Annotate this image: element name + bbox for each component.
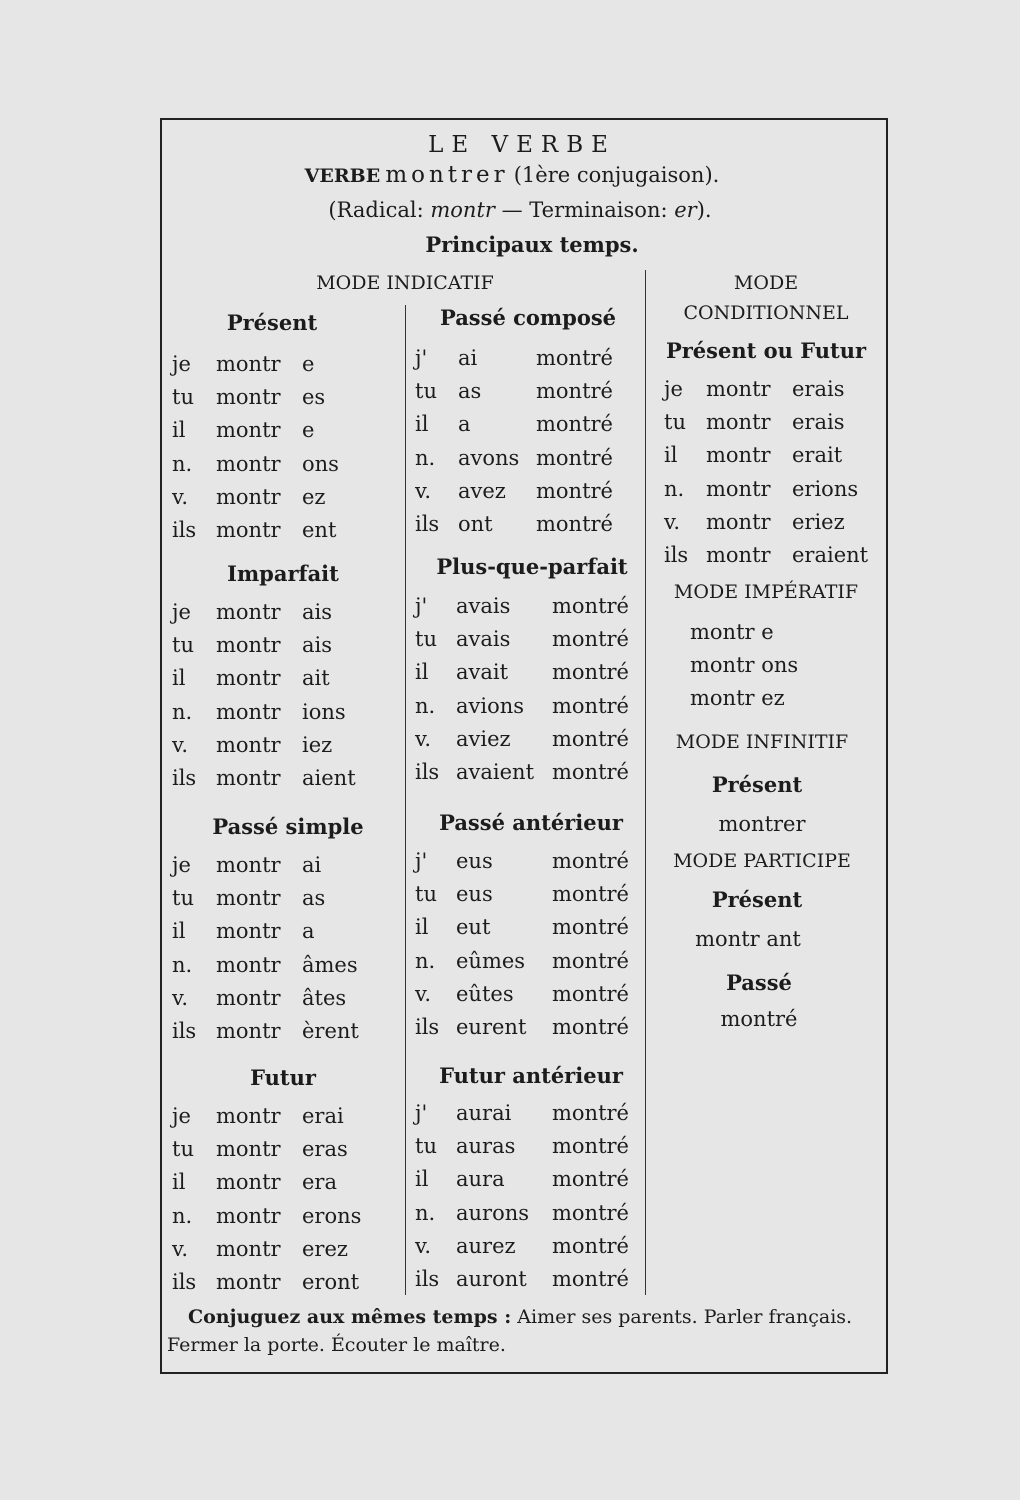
futur-row-2-pronoun: tu [172, 1137, 194, 1162]
conditionnel-row-3-pronoun: il [664, 443, 678, 468]
futur-anterieur-row-4-ending: montré [552, 1200, 629, 1225]
futur-anterieur-title: Futur antérieur [439, 1063, 623, 1088]
passe-anterieur-row-6-pronoun: ils [415, 1015, 440, 1039]
conditionnel-row-3-stem: montr [706, 443, 771, 468]
infinitif-present-value: montrer [718, 812, 806, 836]
futur-row-3-pronoun: il [172, 1170, 186, 1195]
passe-compose-row-3-ending: montré [536, 412, 613, 437]
column-divider-1 [405, 305, 406, 1295]
passe-simple-row-4-pronoun: n. [172, 952, 193, 977]
passe-compose-row-4-ending: montré [536, 445, 613, 470]
passe-simple-row-5-ending: âtes [302, 985, 347, 1010]
futur-anterieur-row-5-stem: aurez [456, 1233, 516, 1258]
passe-simple-title: Passé simple [212, 814, 364, 839]
participe-passe-title: Passé [726, 970, 792, 995]
conditionnel-row-4-stem: montr [706, 476, 771, 501]
conjugation-group: (1ère conjugaison). [513, 163, 720, 187]
passe-compose-row-5-pronoun: v. [415, 478, 432, 503]
futur-anterieur-row-4-pronoun: n. [415, 1200, 436, 1225]
present-row-5-stem: montr [216, 484, 281, 509]
present-row-1-ending: e [302, 352, 315, 376]
passe-compose-row-1-pronoun: j' [415, 346, 428, 370]
passe-simple-row-3-pronoun: il [172, 919, 186, 944]
principal-tenses-heading: Principaux temps. [425, 232, 639, 257]
futur-row-5-pronoun: v. [172, 1236, 189, 1261]
passe-anterieur-row-1-ending: montré [552, 849, 629, 873]
imparfait-row-4-pronoun: n. [172, 699, 193, 724]
present-title: Présent [226, 310, 318, 335]
exercise-text-1: Aimer ses parents. Parler français. [517, 1306, 853, 1328]
conditionnel-title: Présent ou Futur [665, 338, 867, 363]
futur-row-3-ending: era [302, 1170, 337, 1195]
exercise-line-2: Fermer la porte. Écouter le maître. [167, 1334, 506, 1356]
passe-anterieur-row-1-stem: eus [456, 849, 493, 873]
passe-anterieur-row-5-pronoun: v. [415, 981, 432, 1006]
futur-row-4-ending: erons [302, 1203, 362, 1228]
passe-simple-row-1-pronoun: je [172, 853, 191, 877]
plus-que-parfait-row-1-stem: avais [456, 594, 511, 618]
futur-row-1-ending: erai [302, 1104, 344, 1128]
conditionnel-row-6-stem: montr [706, 543, 771, 567]
plus-que-parfait-row-5-pronoun: v. [415, 726, 432, 751]
imperatif-row-2: montr ons [690, 653, 799, 677]
futur-row-6-stem: montr [216, 1270, 281, 1294]
conditionnel-row-6-pronoun: ils [664, 543, 689, 567]
radical-label: (Radical: [328, 198, 424, 222]
passe-compose-row-5-stem: avez [458, 478, 506, 503]
passe-anterieur-row-4-pronoun: n. [415, 948, 436, 973]
imparfait-row-2-ending: ais [302, 633, 333, 658]
passe-anterieur-row-6-stem: eurent [456, 1015, 527, 1039]
futur-anterieur-row-5-ending: montré [552, 1233, 629, 1258]
present-row-6-pronoun: ils [172, 518, 197, 542]
plus-que-parfait-row-2-ending: montré [552, 627, 629, 652]
verb-word: VERBE [304, 165, 381, 187]
futur-row-2-ending: eras [302, 1137, 348, 1162]
participe-present-value: montr ant [695, 927, 801, 951]
imparfait-row-4-ending: ions [302, 699, 346, 724]
passe-simple-row-6-ending: èrent [302, 1019, 359, 1043]
futur-anterieur-row-6-pronoun: ils [415, 1267, 440, 1291]
present-row-3-stem: montr [216, 418, 281, 443]
plus-que-parfait-row-1-ending: montré [552, 594, 629, 618]
passe-simple-row-1-ending: ai [302, 853, 322, 877]
futur-title: Futur [250, 1065, 316, 1090]
conditionnel-row-5-pronoun: v. [664, 509, 681, 534]
passe-simple-row-6-pronoun: ils [172, 1019, 197, 1043]
plus-que-parfait-row-6-pronoun: ils [415, 760, 440, 784]
radical-line [328, 198, 711, 222]
passe-simple-row-2-ending: as [302, 886, 326, 911]
conditionnel-row-5-ending: eriez [792, 509, 845, 534]
passe-anterieur-row-5-stem: eûtes [456, 981, 514, 1006]
passe-compose-row-6-ending: montré [536, 512, 613, 536]
plus-que-parfait-row-1-pronoun: j' [415, 594, 428, 618]
passe-simple-row-2-stem: montr [216, 886, 281, 911]
imparfait-row-5-stem: montr [216, 732, 281, 757]
conditionnel-row-1-stem: montr [706, 377, 771, 401]
column-divider-2 [645, 270, 646, 1295]
imparfait-row-1-ending: ais [302, 600, 333, 624]
imparfait-row-2-pronoun: tu [172, 633, 194, 658]
conditionnel-row-4-pronoun: n. [664, 476, 685, 501]
imparfait-row-1-stem: montr [216, 600, 281, 624]
mode-conditionnel-label-2: CONDITIONNEL [683, 302, 849, 324]
futur-anterieur-row-2-ending: montré [552, 1134, 629, 1159]
passe-compose-row-3-pronoun: il [415, 412, 429, 437]
passe-compose-row-1-stem: ai [458, 346, 478, 370]
mode-infinitif-label: MODE INFINITIF [675, 731, 849, 753]
imperatif-row-1: montr e [690, 620, 774, 644]
participe-present-title: Présent [711, 887, 803, 912]
conditionnel-row-1-ending: erais [792, 377, 845, 401]
futur-row-1-stem: montr [216, 1104, 281, 1128]
present-row-4-ending: ons [302, 451, 339, 476]
futur-anterieur-row-4-stem: aurons [456, 1200, 530, 1225]
conditionnel-row-6-ending: eraient [792, 543, 869, 567]
conditionnel-row-2-pronoun: tu [664, 410, 686, 435]
passe-anterieur-row-2-pronoun: tu [415, 882, 437, 907]
futur-anterieur-row-2-pronoun: tu [415, 1134, 437, 1159]
passe-anterieur-row-1-pronoun: j' [415, 849, 428, 873]
futur-anterieur-row-2-stem: auras [456, 1134, 516, 1159]
plus-que-parfait-row-4-pronoun: n. [415, 693, 436, 718]
passe-simple-row-5-stem: montr [216, 985, 281, 1010]
plus-que-parfait-row-4-stem: avions [456, 693, 525, 718]
imparfait-row-3-stem: montr [216, 666, 281, 691]
radical-value: montr [430, 198, 495, 222]
imparfait-row-4-stem: montr [216, 699, 281, 724]
futur-row-2-stem: montr [216, 1137, 281, 1162]
passe-compose-row-4-pronoun: n. [415, 445, 436, 470]
mode-indicatif-label: MODE INDICATIF [316, 272, 494, 294]
futur-anterieur-row-5-pronoun: v. [415, 1233, 432, 1258]
radical-close: ). [696, 198, 712, 222]
passe-compose-row-4-stem: avons [458, 445, 520, 470]
futur-row-5-ending: erez [302, 1236, 348, 1261]
present-row-6-ending: ent [302, 518, 337, 542]
passe-anterieur-row-6-ending: montré [552, 1015, 629, 1039]
imparfait-row-6-pronoun: ils [172, 766, 197, 790]
plus-que-parfait-row-2-pronoun: tu [415, 627, 437, 652]
passe-compose-row-2-pronoun: tu [415, 379, 437, 404]
imparfait-row-5-pronoun: v. [172, 732, 189, 757]
conditionnel-row-5-stem: montr [706, 509, 771, 534]
futur-anterieur-row-6-stem: auront [456, 1267, 527, 1291]
mode-imperatif-label: MODE IMPÉRATIF [673, 581, 859, 603]
passe-simple-row-5-pronoun: v. [172, 985, 189, 1010]
termination-label: — Terminaison: [501, 198, 668, 222]
passe-compose-row-3-stem: a [458, 412, 471, 437]
conditionnel-row-2-stem: montr [706, 410, 771, 435]
passe-simple-row-1-stem: montr [216, 853, 281, 877]
futur-row-4-stem: montr [216, 1203, 281, 1228]
plus-que-parfait-row-3-ending: montré [552, 660, 629, 685]
participe-passe-value: montré [720, 1007, 798, 1031]
passe-compose-title: Passé composé [439, 305, 617, 330]
present-row-6-stem: montr [216, 518, 281, 542]
passe-compose-row-5-ending: montré [536, 478, 613, 503]
futur-anterieur-row-3-ending: montré [552, 1167, 629, 1192]
futur-anterieur-row-1-stem: aurai [456, 1101, 512, 1125]
imparfait-row-3-pronoun: il [172, 666, 186, 691]
imparfait-row-3-ending: ait [302, 666, 330, 691]
plus-que-parfait-row-6-ending: montré [552, 760, 629, 784]
futur-anterieur-row-3-pronoun: il [415, 1167, 429, 1192]
infinitif-present-title: Présent [711, 772, 803, 797]
futur-row-6-ending: eront [302, 1270, 360, 1294]
passe-simple-row-4-stem: montr [216, 952, 281, 977]
conditionnel-row-4-ending: erions [792, 476, 859, 501]
mode-participe-label: MODE PARTICIPE [673, 850, 851, 872]
termination-value: er [674, 198, 697, 222]
passe-compose-row-2-ending: montré [536, 379, 613, 404]
passe-simple-row-2-pronoun: tu [172, 886, 194, 911]
passe-simple-row-4-ending: âmes [302, 952, 358, 977]
passe-anterieur-row-5-ending: montré [552, 981, 629, 1006]
futur-row-5-stem: montr [216, 1236, 281, 1261]
passe-compose-row-2-stem: as [458, 379, 482, 404]
passe-simple-row-3-stem: montr [216, 919, 281, 944]
imparfait-row-6-ending: aient [302, 766, 356, 790]
plus-que-parfait-row-3-stem: avait [456, 660, 509, 685]
futur-anterieur-row-6-ending: montré [552, 1267, 629, 1291]
present-row-2-pronoun: tu [172, 385, 194, 410]
futur-anterieur-row-1-pronoun: j' [415, 1101, 428, 1125]
passe-anterieur-row-3-pronoun: il [415, 915, 429, 940]
passe-simple-row-6-stem: montr [216, 1019, 281, 1043]
passe-compose-row-1-ending: montré [536, 346, 613, 370]
exercise-label: Conjuguez aux mêmes temps : [188, 1306, 512, 1328]
verb-name: montrer [385, 162, 509, 188]
plus-que-parfait-row-5-ending: montré [552, 726, 629, 751]
imparfait-row-1-pronoun: je [172, 600, 191, 624]
present-row-2-ending: es [302, 385, 326, 410]
futur-row-3-stem: montr [216, 1170, 281, 1195]
plus-que-parfait-row-4-ending: montré [552, 693, 629, 718]
plus-que-parfait-row-6-stem: avaient [456, 760, 535, 784]
present-row-3-pronoun: il [172, 418, 186, 443]
present-row-2-stem: montr [216, 385, 281, 410]
passe-compose-row-6-stem: ont [458, 512, 493, 536]
futur-row-4-pronoun: n. [172, 1203, 193, 1228]
futur-anterieur-row-1-ending: montré [552, 1101, 629, 1125]
passe-anterieur-row-2-ending: montré [552, 882, 629, 907]
imparfait-row-6-stem: montr [216, 766, 281, 790]
passe-anterieur-row-2-stem: eus [456, 882, 493, 907]
passe-anterieur-title: Passé antérieur [439, 810, 623, 835]
present-row-1-pronoun: je [172, 352, 191, 376]
imperatif-row-3: montr ez [690, 686, 785, 710]
exercise-line-1 [188, 1306, 852, 1328]
passe-anterieur-row-4-stem: eûmes [456, 948, 526, 973]
present-row-1-stem: montr [216, 352, 281, 376]
conditionnel-row-1-pronoun: je [664, 377, 683, 401]
passe-anterieur-row-4-ending: montré [552, 948, 629, 973]
present-row-5-ending: ez [302, 484, 326, 509]
plus-que-parfait-row-2-stem: avais [456, 627, 511, 652]
passe-compose-row-6-pronoun: ils [415, 512, 440, 536]
present-row-4-stem: montr [216, 451, 281, 476]
page-title: LE VERBE [428, 132, 616, 158]
futur-row-6-pronoun: ils [172, 1270, 197, 1294]
plus-que-parfait-row-5-stem: aviez [456, 726, 511, 751]
futur-row-1-pronoun: je [172, 1104, 191, 1128]
mode-conditionnel-label-1: MODE [733, 272, 799, 294]
conditionnel-row-3-ending: erait [792, 443, 843, 468]
present-row-5-pronoun: v. [172, 484, 189, 509]
passe-simple-row-3-ending: a [302, 919, 315, 944]
conditionnel-row-2-ending: erais [792, 410, 845, 435]
present-row-3-ending: e [302, 418, 315, 443]
present-row-4-pronoun: n. [172, 451, 193, 476]
plus-que-parfait-row-3-pronoun: il [415, 660, 429, 685]
imparfait-title: Imparfait [227, 561, 339, 586]
passe-anterieur-row-3-ending: montré [552, 915, 629, 940]
verb-heading [305, 162, 720, 188]
imparfait-row-2-stem: montr [216, 633, 281, 658]
futur-anterieur-row-3-stem: aura [456, 1167, 505, 1192]
imparfait-row-5-ending: iez [302, 732, 333, 757]
plus-que-parfait-title: Plus-que-parfait [436, 554, 628, 579]
passe-anterieur-row-3-stem: eut [456, 915, 491, 940]
